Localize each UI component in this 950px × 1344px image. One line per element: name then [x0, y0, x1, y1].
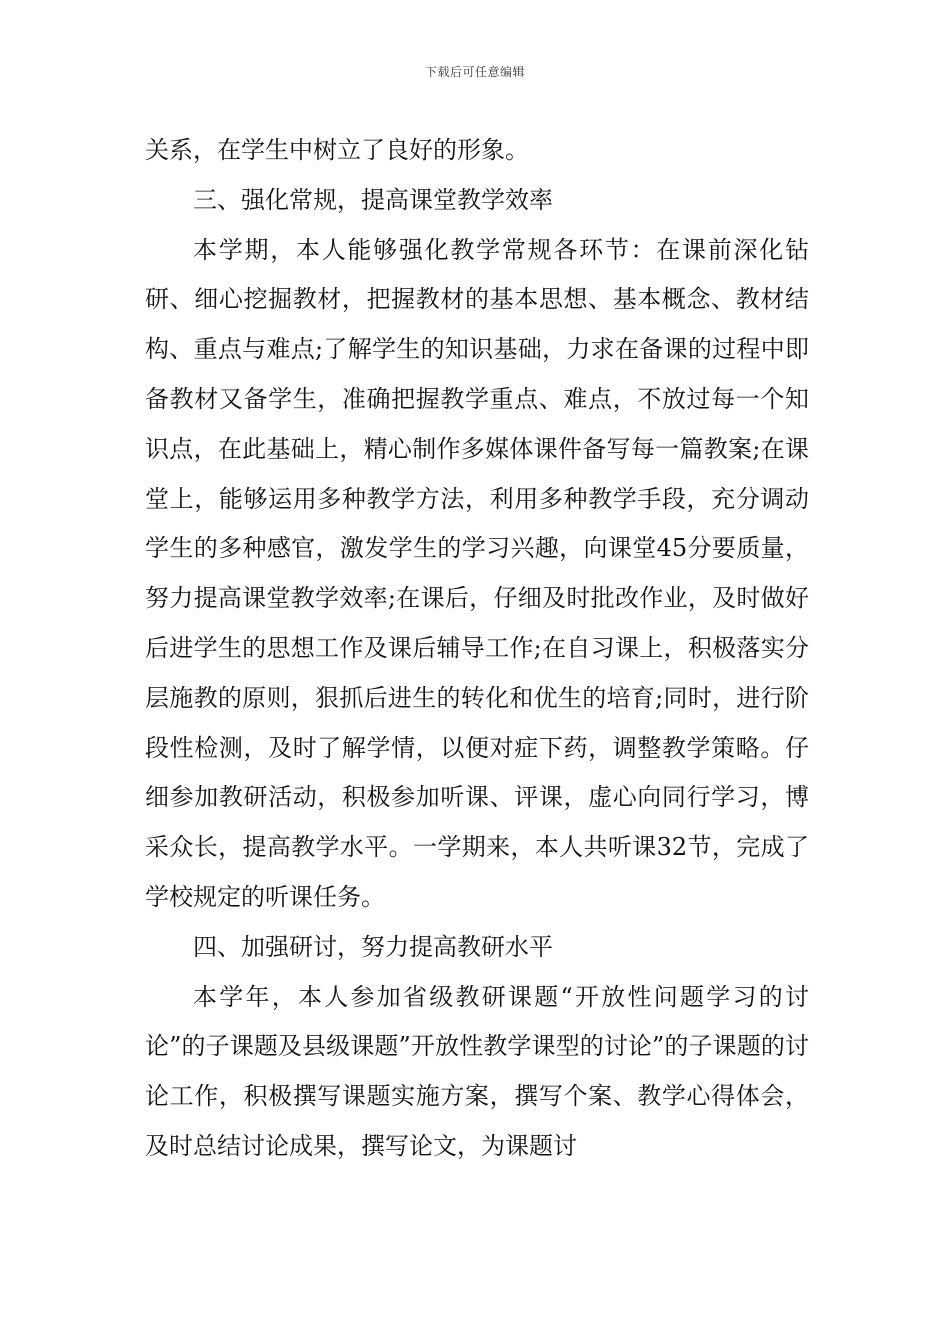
- section-heading-4: 四、加强研讨，努力提高教研水平: [193, 932, 553, 961]
- page-header: 下载后可任意编辑: [424, 65, 525, 79]
- paragraph-continuation: 关系，在学生中树立了良好的形象。: [145, 136, 529, 164]
- paragraph-research: 本学年，本人参加省级教研课题“开放性问题学习的讨论”的子课题及县级课题”开放性教学课型的讨论”的子课题的讨论工作，积极撰写课题实施方案，撰写个案、教学心得体会，及时总结讨论成果，撰写论文，为课题讨: [145, 982, 809, 1160]
- paragraph-teaching-routine: 本学期，本人能够强化教学常规各环节：在课前深化钻研、细心挖掘教材，把握教材的基本思想、基本概念、教材结构、重点与难点;了解学生的知识基础，力求在备课的过程中即备教材又备学生，准确把握教学重点、难点，不放过每一个知识点，在此基础上，精心制作多媒体课件备写每一篇教案;在课堂上，能够运用多种教学方法，利用多种教学手段，充分调动学生的多种感官，激发学生的学习兴趣，向课堂45分要质量，努力提高课堂教学效率;在课后，仔细及时批改作业，及时做好后进学生的思想工作及课后辅导工作;在自习课上，积极落实分层施教的原则，狠抓后进生的转化和优生的培育;同时，进行阶段性检测，及时了解学情，以便对症下药，调整教学策略。仔细参加教研活动，积极参加听课、评课，虚心向同行学习，博采众长，提高教学水平。一学期来，本人共听课32节，完成了学校规定的听课任务。: [145, 235, 809, 911]
- document-body: [145, 126, 809, 1172]
- section-heading-3: 三、强化常规，提高课堂教学效率: [193, 185, 553, 214]
